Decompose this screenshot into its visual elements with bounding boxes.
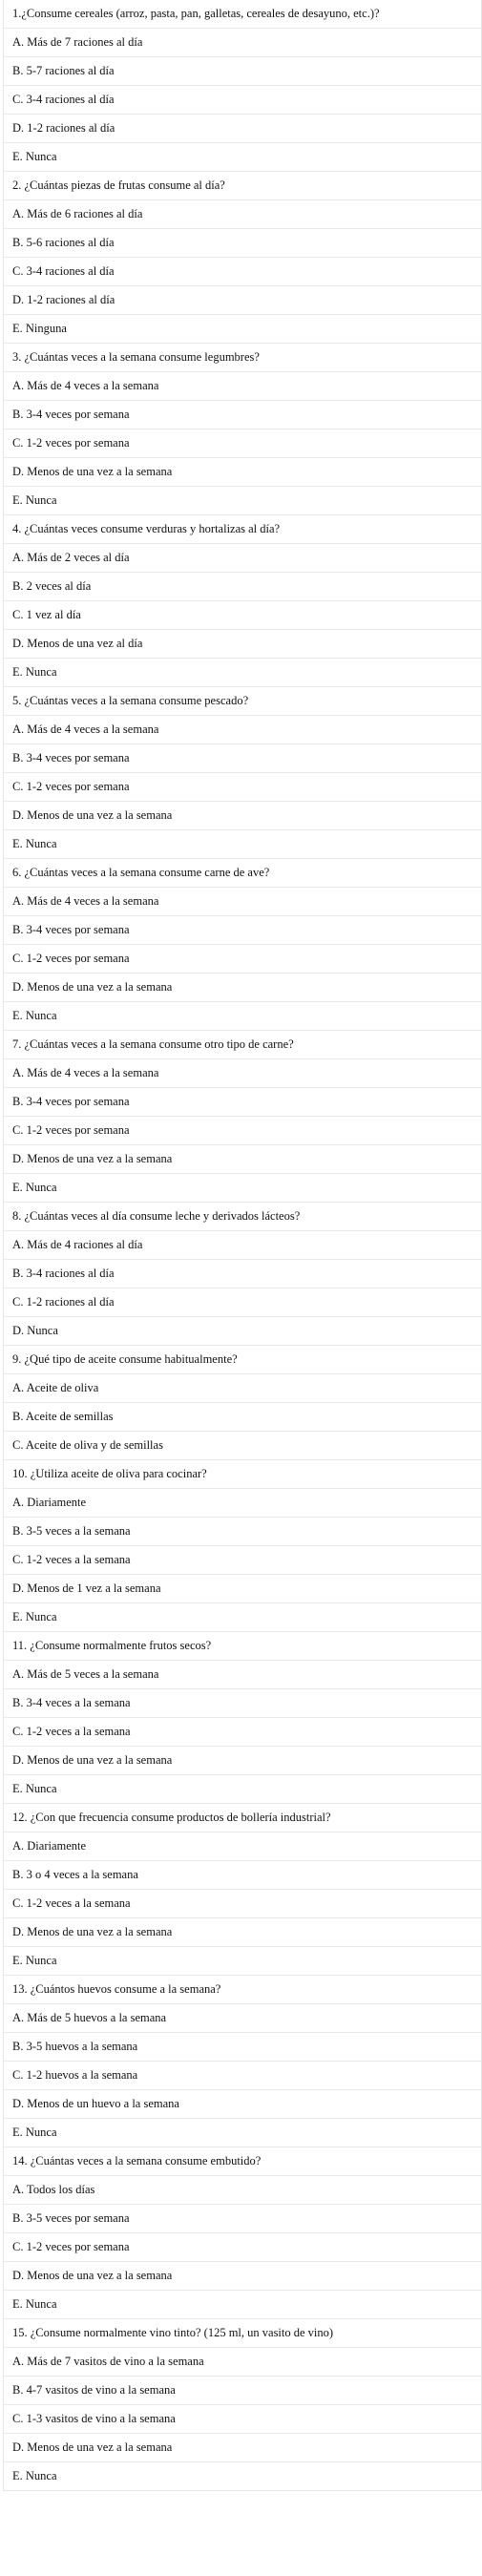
answer-option[interactable]: D. 1-2 raciones al día <box>4 286 481 315</box>
answer-option[interactable]: E. Nunca <box>4 1947 481 1976</box>
answer-option[interactable]: D. Menos de una vez a la semana <box>4 1918 481 1947</box>
answer-option[interactable]: B. 3 o 4 veces a la semana <box>4 1861 481 1890</box>
answer-option[interactable]: C. 1-2 veces a la semana <box>4 1546 481 1575</box>
answer-option[interactable]: A. Más de 4 veces a la semana <box>4 372 481 401</box>
question-text: 1.¿Consume cereales (arroz, pasta, pan, galletas, cereales de desayuno, etc.)? <box>4 0 481 29</box>
answer-option[interactable]: E. Nunca <box>4 1775 481 1804</box>
answer-option[interactable]: A. Más de 2 veces al día <box>4 544 481 573</box>
answer-option[interactable]: B. 5-7 raciones al día <box>4 57 481 86</box>
answer-option[interactable]: B. Aceite de semillas <box>4 1403 481 1432</box>
answer-option[interactable]: A. Más de 4 raciones al día <box>4 1231 481 1260</box>
answer-option[interactable]: D. Menos de una vez a la semana <box>4 2262 481 2291</box>
question-text: 15. ¿Consume normalmente vino tinto? (125 ml, un vasito de vino) <box>4 2319 481 2348</box>
answer-option[interactable]: B. 3-4 veces por semana <box>4 401 481 429</box>
answer-option[interactable]: A. Aceite de oliva <box>4 1374 481 1403</box>
answer-option[interactable]: B. 3-5 veces por semana <box>4 2205 481 2233</box>
answer-option[interactable]: E. Nunca <box>4 2462 481 2491</box>
question-text: 4. ¿Cuántas veces consume verduras y hortalizas al día? <box>4 515 481 544</box>
answer-option[interactable]: A. Más de 4 veces a la semana <box>4 1059 481 1088</box>
question-text: 6. ¿Cuántas veces a la semana consume carne de ave? <box>4 859 481 888</box>
answer-option[interactable]: C. 1-2 veces por semana <box>4 945 481 974</box>
answer-option[interactable]: B. 5-6 raciones al día <box>4 229 481 258</box>
answer-option[interactable]: C. 1-2 veces por semana <box>4 2233 481 2262</box>
answer-option[interactable]: D. Menos de una vez al día <box>4 630 481 659</box>
question-text: 7. ¿Cuántas veces a la semana consume otro tipo de carne? <box>4 1031 481 1059</box>
answer-option[interactable]: D. Menos de 1 vez a la semana <box>4 1575 481 1603</box>
answer-option[interactable]: B. 2 veces al día <box>4 573 481 601</box>
answer-option[interactable]: E. Nunca <box>4 2119 481 2147</box>
answer-option[interactable]: C. 1 vez al día <box>4 601 481 630</box>
answer-option[interactable]: E. Nunca <box>4 2291 481 2319</box>
answer-option[interactable]: C. 1-3 vasitos de vino a la semana <box>4 2405 481 2434</box>
answer-option[interactable]: C. 3-4 raciones al día <box>4 258 481 286</box>
answer-option[interactable]: B. 3-4 veces por semana <box>4 916 481 945</box>
answer-option[interactable]: A. Más de 6 raciones al día <box>4 200 481 229</box>
question-text: 11. ¿Consume normalmente frutos secos? <box>4 1632 481 1661</box>
answer-option[interactable]: B. 3-4 raciones al día <box>4 1260 481 1288</box>
answer-option[interactable]: D. Menos de una vez a la semana <box>4 802 481 830</box>
answer-option[interactable]: A. Más de 5 veces a la semana <box>4 1661 481 1689</box>
answer-option[interactable]: A. Más de 4 veces a la semana <box>4 716 481 744</box>
answer-option[interactable]: A. Más de 5 huevos a la semana <box>4 2004 481 2033</box>
answer-option[interactable]: D. Menos de un huevo a la semana <box>4 2090 481 2119</box>
answer-option[interactable]: E. Nunca <box>4 659 481 687</box>
answer-option[interactable]: E. Nunca <box>4 830 481 859</box>
answer-option[interactable]: C. 1-2 huevos a la semana <box>4 2062 481 2090</box>
answer-option[interactable]: D. Menos de una vez a la semana <box>4 974 481 1002</box>
question-text: 8. ¿Cuántas veces al día consume leche y derivados lácteos? <box>4 1203 481 1231</box>
answer-option[interactable]: B. 3-4 veces por semana <box>4 744 481 773</box>
question-text: 10. ¿Utiliza aceite de oliva para cocinar? <box>4 1460 481 1489</box>
answer-option[interactable]: D. Menos de una vez a la semana <box>4 458 481 487</box>
answer-option[interactable]: E. Nunca <box>4 487 481 515</box>
answer-option[interactable]: D. Menos de una vez a la semana <box>4 2434 481 2462</box>
answer-option[interactable]: C. 1-2 veces por semana <box>4 429 481 458</box>
answer-option[interactable]: C. 1-2 veces por semana <box>4 1117 481 1145</box>
answer-option[interactable]: A. Más de 7 raciones al día <box>4 29 481 57</box>
answer-option[interactable]: E. Nunca <box>4 1603 481 1632</box>
questionnaire <box>3 0 482 2491</box>
answer-option[interactable]: A. Más de 4 veces a la semana <box>4 888 481 916</box>
question-text: 3. ¿Cuántas veces a la semana consume legumbres? <box>4 344 481 372</box>
answer-option[interactable]: A. Diariamente <box>4 1489 481 1518</box>
answer-option[interactable]: B. 3-4 veces a la semana <box>4 1689 481 1718</box>
answer-option[interactable]: C. 1-2 veces por semana <box>4 773 481 802</box>
answer-option[interactable]: B. 4-7 vasitos de vino a la semana <box>4 2377 481 2405</box>
answer-option[interactable]: E. Nunca <box>4 143 481 172</box>
answer-option[interactable]: E. Ninguna <box>4 315 481 344</box>
answer-option[interactable]: D. 1-2 raciones al día <box>4 115 481 143</box>
answer-option[interactable]: B. 3-4 veces por semana <box>4 1088 481 1117</box>
answer-option[interactable]: B. 3-5 huevos a la semana <box>4 2033 481 2062</box>
answer-option[interactable]: A. Más de 7 vasitos de vino a la semana <box>4 2348 481 2377</box>
answer-option[interactable]: C. 1-2 raciones al día <box>4 1288 481 1317</box>
answer-option[interactable]: D. Menos de una vez a la semana <box>4 1747 481 1775</box>
answer-option[interactable]: A. Diariamente <box>4 1833 481 1861</box>
answer-option[interactable]: E. Nunca <box>4 1174 481 1203</box>
question-text: 12. ¿Con que frecuencia consume productos de bollería industrial? <box>4 1804 481 1833</box>
answer-option[interactable]: C. Aceite de oliva y de semillas <box>4 1432 481 1460</box>
question-text: 14. ¿Cuántas veces a la semana consume embutido? <box>4 2147 481 2176</box>
question-text: 13. ¿Cuántos huevos consume a la semana? <box>4 1976 481 2004</box>
answer-option[interactable]: C. 3-4 raciones al día <box>4 86 481 115</box>
answer-option[interactable]: E. Nunca <box>4 1002 481 1031</box>
answer-option[interactable]: C. 1-2 veces a la semana <box>4 1890 481 1918</box>
answer-option[interactable]: A. Todos los días <box>4 2176 481 2205</box>
question-text: 5. ¿Cuántas veces a la semana consume pescado? <box>4 687 481 716</box>
answer-option[interactable]: B. 3-5 veces a la semana <box>4 1518 481 1546</box>
answer-option[interactable]: C. 1-2 veces a la semana <box>4 1718 481 1747</box>
answer-option[interactable]: D. Menos de una vez a la semana <box>4 1145 481 1174</box>
answer-option[interactable]: D. Nunca <box>4 1317 481 1346</box>
question-text: 2. ¿Cuántas piezas de frutas consume al día? <box>4 172 481 200</box>
question-text: 9. ¿Qué tipo de aceite consume habitualmente? <box>4 1346 481 1374</box>
